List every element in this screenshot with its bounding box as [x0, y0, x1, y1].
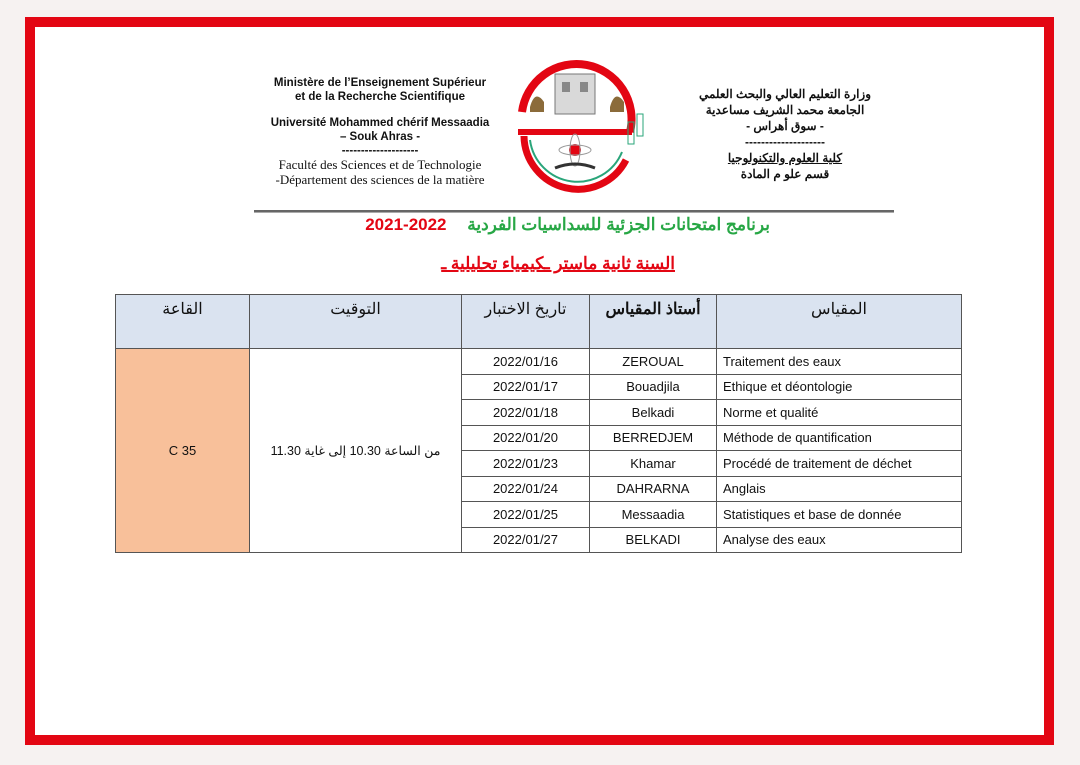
- subject-cell: Analyse des eaux: [717, 527, 962, 553]
- header-time: التوقيت: [250, 295, 462, 349]
- header-subject: المقياس: [717, 295, 962, 349]
- teacher-cell: Bouadjila: [590, 374, 717, 400]
- department-name: -Département des sciences de la matière: [275, 171, 485, 187]
- subject-cell: Norme et qualité: [717, 400, 962, 426]
- ministry-line-2: et de la Recherche Scientifique: [294, 91, 465, 103]
- subject-cell: Anglais: [717, 476, 962, 502]
- table-header-row: [116, 295, 962, 349]
- subject-cell: Traitement des eaux: [717, 349, 962, 375]
- teacher-cell: Belkadi: [590, 400, 717, 426]
- date-cell: 2022/01/20: [462, 425, 590, 451]
- title-text: برنامج امتحانات الجزئية للسداسيات الفردية: [467, 215, 770, 234]
- date-cell: 2022/01/23: [462, 451, 590, 477]
- teacher-cell: Khamar: [590, 451, 717, 477]
- exam-schedule-table: [115, 294, 962, 553]
- schedule-subtitle: [380, 251, 675, 277]
- subject-cell: Procédé de traitement de déchet: [717, 451, 962, 477]
- faculty-name: Faculté des Sciences et de Technologie: [278, 157, 482, 172]
- header-arabic: [665, 86, 905, 182]
- university-name: Université Mohammed chérif Messaadia: [270, 117, 490, 129]
- university-city: – Souk Ahras -: [339, 131, 421, 143]
- teacher-cell: Messaadia: [590, 502, 717, 528]
- header-room: القاعة: [116, 295, 250, 349]
- header-french: [250, 76, 510, 187]
- header-teacher: أستاذ المقياس: [590, 295, 717, 349]
- subtitle-text: السنة ثانية ماستر ـكيمياء تحليلية ـ: [441, 254, 675, 273]
- subject-cell: Méthode de quantification: [717, 425, 962, 451]
- room-cell: C 35: [116, 349, 250, 553]
- title-year: 2021-2022: [365, 215, 447, 234]
- subject-cell: Ethique et déontologie: [717, 374, 962, 400]
- separator: --------------------: [341, 145, 419, 157]
- separator-ar: --------------------: [745, 135, 825, 149]
- teacher-cell: DAHRARNA: [590, 476, 717, 502]
- date-cell: 2022/01/24: [462, 476, 590, 502]
- teacher-cell: BELKADI: [590, 527, 717, 553]
- date-cell: 2022/01/17: [462, 374, 590, 400]
- city-ar: - سوق أهراس -: [746, 119, 824, 133]
- date-cell: 2022/01/16: [462, 349, 590, 375]
- teacher-cell: BERREDJEM: [590, 425, 717, 451]
- date-cell: 2022/01/27: [462, 527, 590, 553]
- department-ar: قسم علو م المادة: [740, 167, 830, 181]
- faculty-ar: كلية العلوم والتكنولوجيا: [727, 151, 843, 165]
- ministry-line-1: Ministère de l’Enseignement Supérieur: [273, 77, 487, 89]
- header-date: تاريخ الاختبار: [462, 295, 590, 349]
- table-row: [116, 349, 962, 375]
- time-cell: من الساعة 10.30 إلى غاية 11.30: [250, 349, 462, 553]
- date-cell: 2022/01/18: [462, 400, 590, 426]
- date-cell: 2022/01/25: [462, 502, 590, 528]
- university-ar: الجامعة محمد الشريف مساعدية: [705, 103, 865, 117]
- university-logo: [510, 52, 645, 202]
- schedule-title: [260, 212, 770, 238]
- subject-cell: Statistiques et base de donnée: [717, 502, 962, 528]
- ministry-ar: وزارة التعليم العالي والبحث العلمي: [698, 87, 872, 101]
- teacher-cell: ZEROUAL: [590, 349, 717, 375]
